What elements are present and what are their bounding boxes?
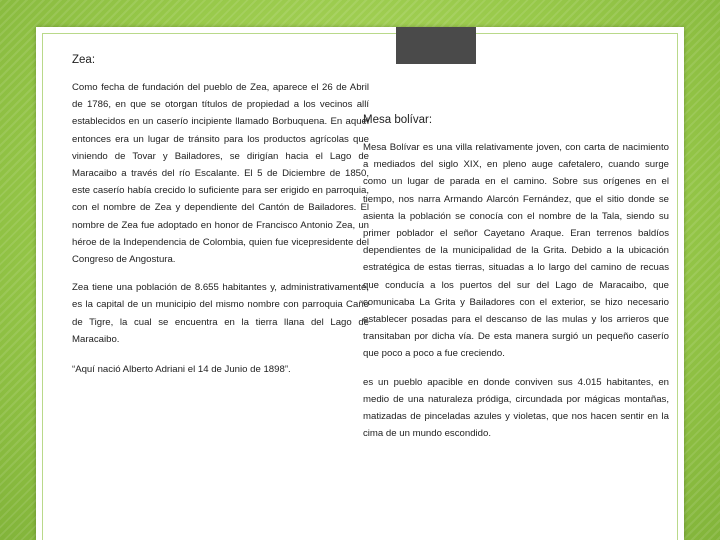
mesa-bolivar-column [363,112,669,442]
zea-quote: “Aquí nació Alberto Adriani el 14 de Junio de 1898”. [72,364,291,376]
slide [36,27,684,540]
zea-paragraph-population: Zea tiene una población de 8.655 habitantes y, administrativamente, es la capital de un municipio del mismo nombre con parroquia Caño de Tigre, la cual se encuentra en la tierra llana del Lago de Maracaibo. [72,282,369,345]
title-placeholder-tab [396,27,476,64]
zea-heading: Zea: [72,54,96,66]
zea-column [72,52,369,378]
mesa-bolivar-heading: Mesa bolívar: [363,114,433,126]
zea-paragraph-history: Como fecha de fundación del pueblo de Zea, aparece el 26 de Abril de 1786, en que se otorgan títulos de propiedad a los vecinos allí establecidos en un caserío incipiente llamado Borbuquena. En aquel entonces era un lugar de tránsito para los productos agrícolas que viniendo de Tovar y Bailadores, se dirigían hacia el Lago de Maracaibo a través del río Escalante. El 5 de Diciembre de 1850, este caserío había crecido lo suficiente para ser erigido en parroquia, con el nombre de Zea y dependiente del Cantón de Bailadores. El nombre de Zea fue adoptado en honor de Francisco Antonio Zea, un héroe de la Independencia de Colombia, quien fue vicepresidente del Congreso de Angostura. [72,82,369,266]
mesa-bolivar-paragraph-history: Mesa Bolívar es una villa relativamente joven, con carta de nacimiento a mediados del siglo XIX, en pleno auge cafetalero, cuando surge como un lugar de parada en el camino. Sobre sus orígenes en el tiempo, nos narra Armando Alarcón Fernández, que el sitio donde se asienta la población se conocía con el nombre de la Tala, siendo su primer poblador el señor Cayetano Araque. Eran terrenos baldíos dependientes de la municipalidad de la Grita. Debido a la ubicación estratégica de estas tierras, situadas a lo largo del camino de recuas que conducía a los puertos del sur del Lago de Maracaibo, que comunicaba La Grita y Bailadores con el exterior, se hizo necesario establecer posadas para el descanso de las mulas y los arrieros que transitaban por dicha vía. De esta manera surgió un pequeño caserío que poco a poco a fue creciendo. [363,142,669,360]
mesa-bolivar-paragraph-description: es un pueblo apacible en donde conviven sus 4.015 habitantes, en medio de una naturaleza pródiga, circundada por mágicas montañas, matizadas de pinceladas azules y violetas, que nos hacen sentir en la cima de un mundo escondido. [363,376,669,440]
